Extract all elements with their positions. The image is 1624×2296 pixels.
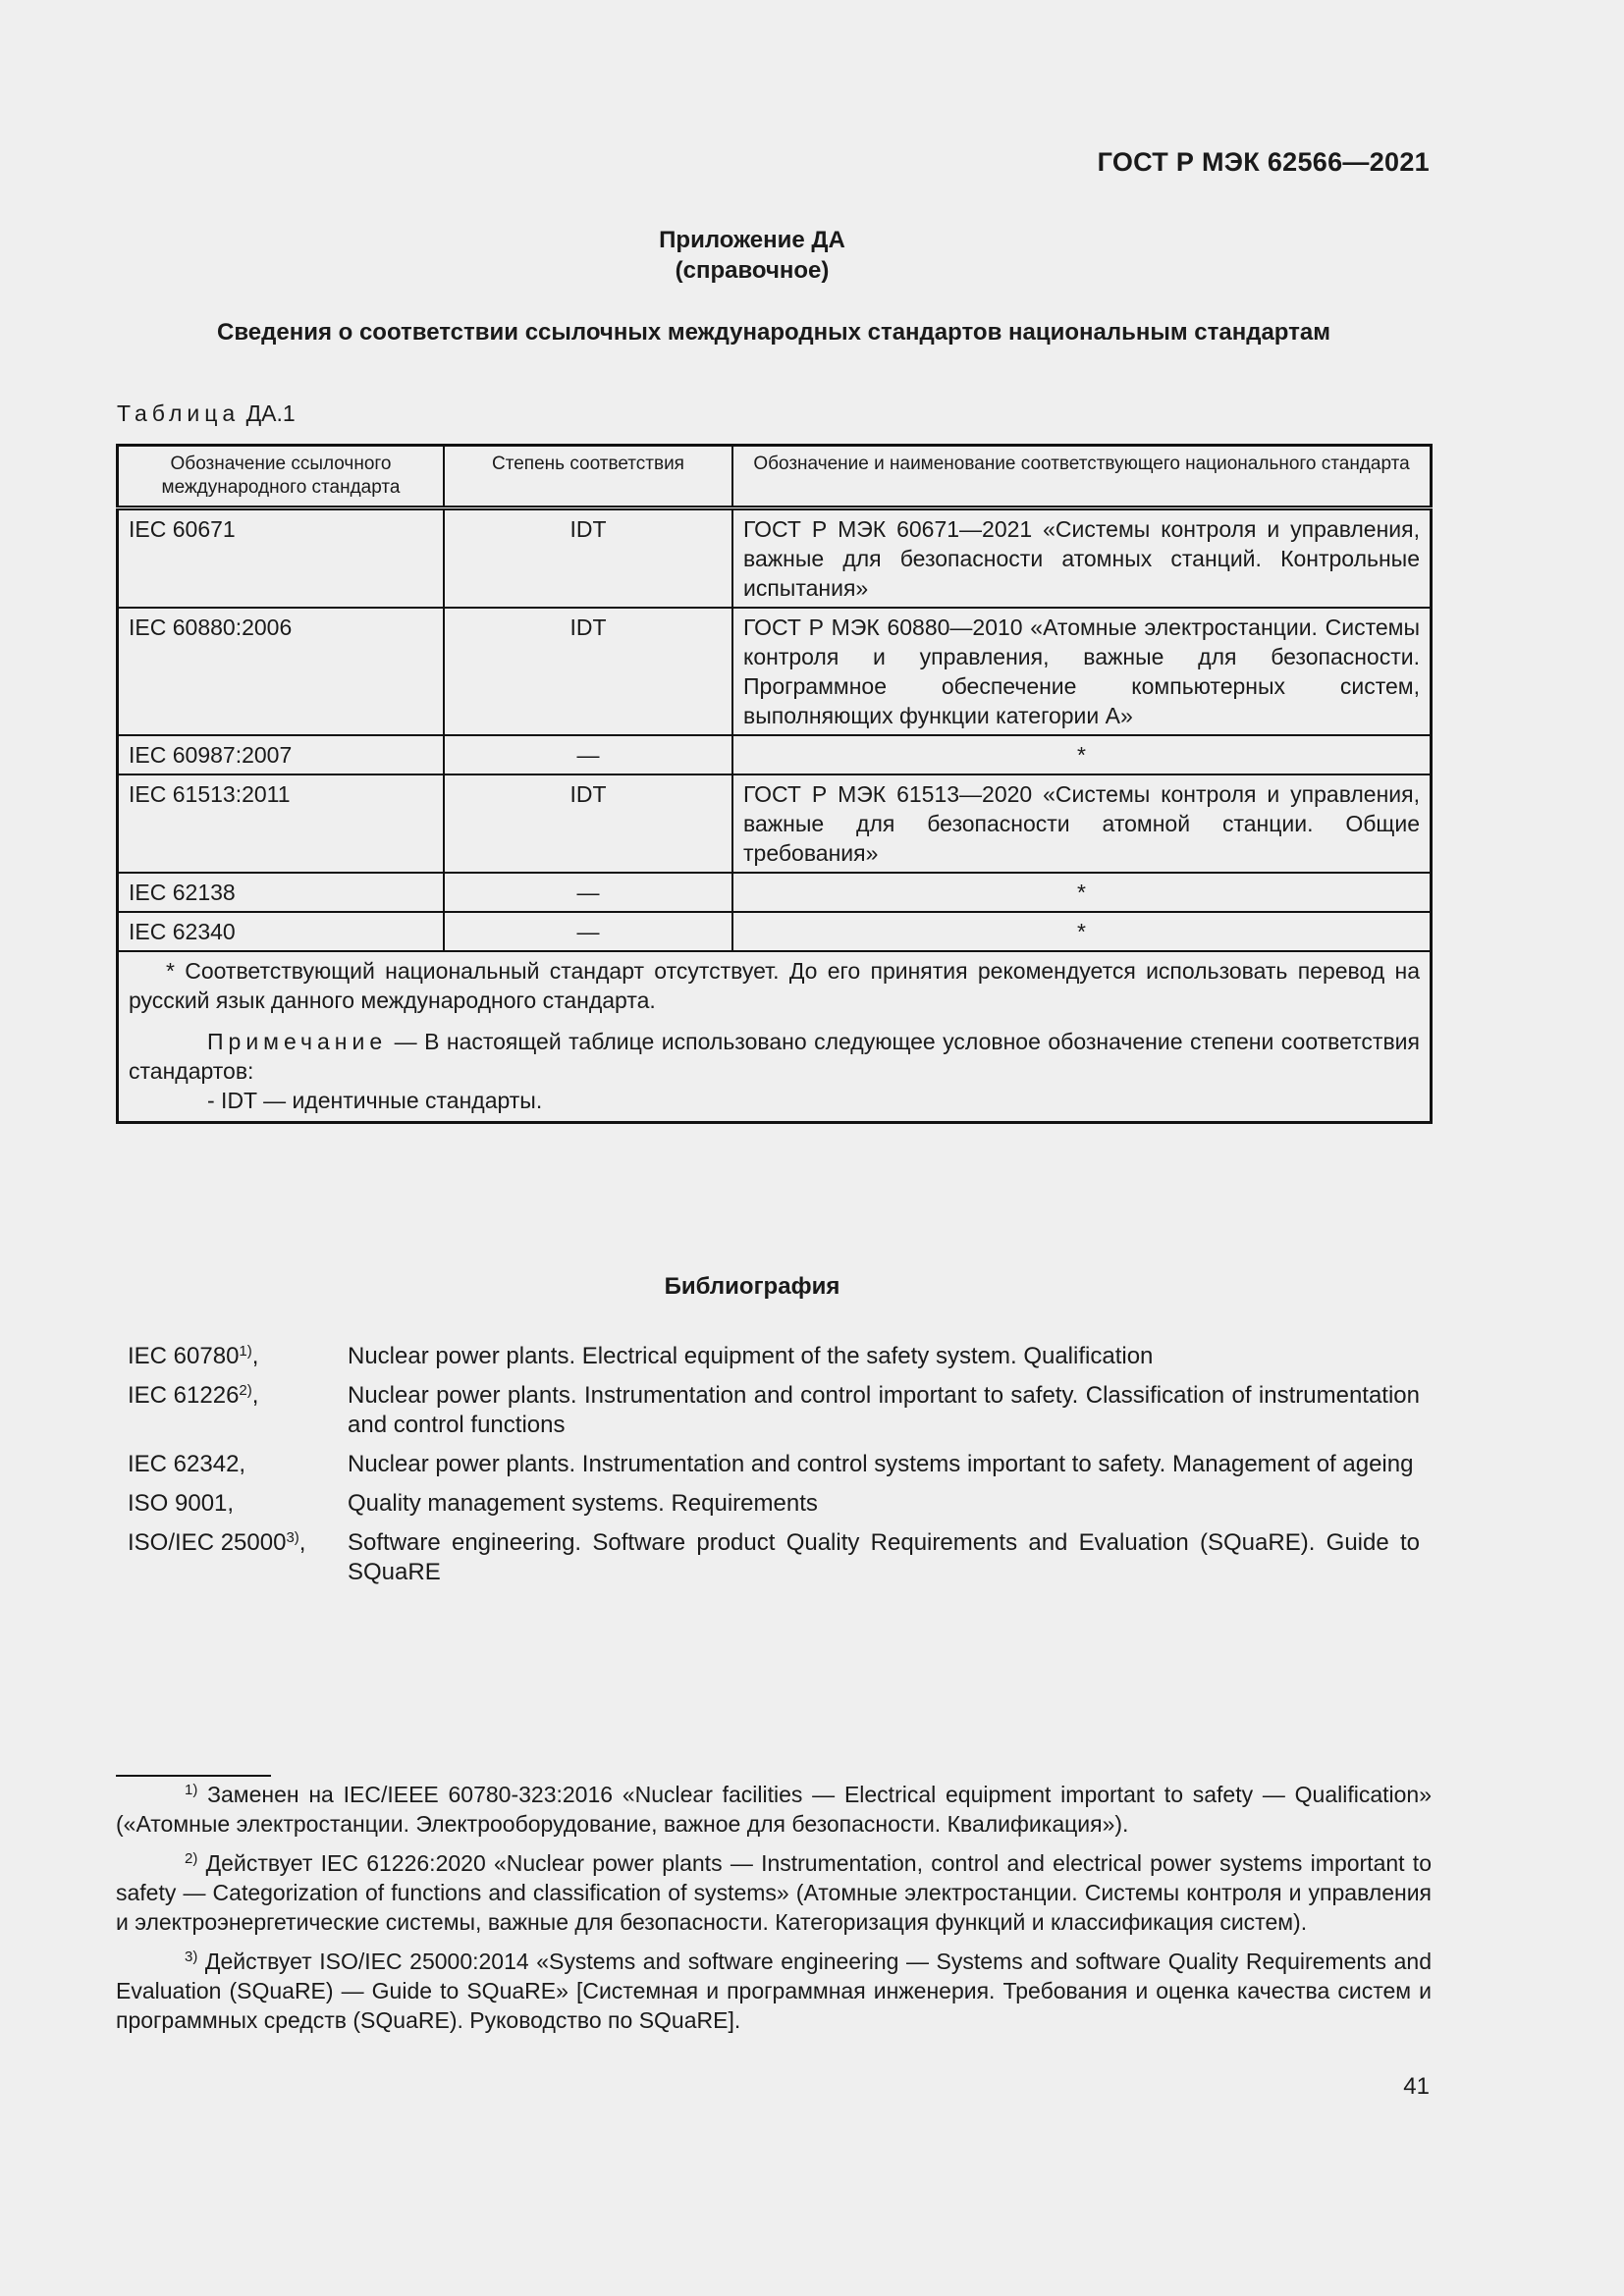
cell-degree: IDT <box>444 608 732 735</box>
footnote-mark: 2) <box>185 1850 198 1867</box>
entry-key <box>128 1450 348 1479</box>
entry-key <box>128 1381 348 1440</box>
footnote <box>116 1848 1432 1937</box>
table-notes <box>118 951 1432 1123</box>
table-row <box>118 873 1432 912</box>
entry-key <box>128 1528 348 1587</box>
entry-key-text: ISO 9001, <box>128 1490 235 1517</box>
note-item: - IDT — идентичные стандарты. <box>207 1088 543 1113</box>
table-row <box>118 608 1432 735</box>
entry-suffix: , <box>251 1343 259 1369</box>
footnote-text: Действует ISO/IEC 25000:2014 «Systems and software engineering — Systems and software Quality Requirements and Evaluation (SQuaRE) — Guide to SQuaRE» [Системная и программная инженерия. Требования и оценка качества систем и программных средств (SQuaRE). Руководство по SQuaRE]. <box>116 1949 1432 2033</box>
bibliography-title: Библиография <box>664 1273 840 1300</box>
bibliography-entry <box>128 1450 1420 1479</box>
cell-national: * <box>732 735 1432 774</box>
footnote <box>116 1780 1432 1839</box>
cell-reference: IEC 61513:2011 <box>118 774 445 873</box>
entry-key-text: IEC 60780 <box>128 1343 240 1369</box>
document-code: ГОСТ Р МЭК 62566—2021 <box>1097 147 1430 177</box>
entry-text: Nuclear power plants. Instrumentation and control important to safety. Classification of instrumentation and control functions <box>348 1382 1420 1438</box>
bibliography-entry <box>128 1342 1420 1371</box>
entry-sup: 3) <box>286 1529 299 1546</box>
entry-sup: 1) <box>239 1343 252 1360</box>
section-title: Сведения о соответствии ссылочных международных стандартов национальным стандартам <box>217 319 1330 346</box>
header-national: Обозначение и наименование соответствующего национального стандарта <box>732 446 1432 508</box>
header-reference: Обозначение ссылочного международного стандарта <box>118 446 445 508</box>
footnote-text: Действует IEC 61226:2020 «Nuclear power plants — Instrumentation, control and electrical power systems important to safety — Categorization of functions and classification of systems» (Атомные электростанции. Системы контроля и управления и электроэнергетические системы, важные для безопасности. Категоризация функций и классификация систем). <box>116 1850 1432 1935</box>
entry-text: Nuclear power plants. Electrical equipment of the safety system. Qualification <box>348 1343 1154 1369</box>
entry-key <box>128 1342 348 1371</box>
table-header-row <box>118 446 1432 508</box>
entry-key-text: IEC 62342, <box>128 1451 246 1477</box>
entry-key-text: IEC 61226 <box>128 1382 240 1409</box>
footnote-separator <box>116 1775 271 1777</box>
footnote <box>116 1947 1432 2035</box>
footnotes <box>116 1780 1432 2045</box>
cell-degree: — <box>444 873 732 912</box>
note-text: — В настоящей таблице использовано следующее условное обозначение степени соответствия стандартов: <box>129 1029 1420 1084</box>
bibliography-entry <box>128 1528 1420 1587</box>
table-caption-word: Таблица <box>117 400 241 426</box>
entry-text: Software engineering. Software product Quality Requirements and Evaluation (SQuaRE). Guide to SQuaRE <box>348 1529 1420 1585</box>
correspondence-table <box>116 444 1433 1124</box>
footnote-mark: 3) <box>185 1949 198 1965</box>
footnote-mark: 1) <box>185 1782 198 1798</box>
table-row <box>118 912 1432 951</box>
cell-reference: IEC 60671 <box>118 508 445 609</box>
page-number: 41 <box>1403 2073 1430 2100</box>
footnote-text: Заменен на IEC/IEEE 60780-323:2016 «Nuclear facilities — Electrical equipment important to safety — Qualification» («Атомные электростанции. Электрооборудование, важное для безопасности. Квалификация»). <box>116 1782 1432 1837</box>
cell-national: * <box>732 873 1432 912</box>
entry-key <box>128 1489 348 1519</box>
table-row <box>118 774 1432 873</box>
table-row <box>118 508 1432 609</box>
cell-national: * <box>732 912 1432 951</box>
cell-national: ГОСТ Р МЭК 60671—2021 «Системы контроля и управления, важные для безопасности атомных станций. Контрольные испытания» <box>732 508 1432 609</box>
cell-reference: IEC 60880:2006 <box>118 608 445 735</box>
header-degree: Степень соответствия <box>444 446 732 508</box>
bibliography-entry <box>128 1489 1420 1519</box>
table-caption-number: ДА.1 <box>245 400 296 426</box>
cell-degree: — <box>444 912 732 951</box>
entry-sup: 2) <box>239 1382 252 1399</box>
cell-national: ГОСТ Р МЭК 61513—2020 «Системы контроля и управления, важные для безопасности атомной станции. Общие требования» <box>732 774 1432 873</box>
table-notes-row <box>118 951 1432 1123</box>
note-label: Примечание <box>207 1029 388 1054</box>
appendix-subtitle: (справочное) <box>675 257 830 284</box>
cell-degree: IDT <box>444 774 732 873</box>
entry-suffix: , <box>251 1382 259 1409</box>
appendix-title: Приложение ДА <box>659 227 845 253</box>
cell-reference: IEC 60987:2007 <box>118 735 445 774</box>
cell-reference: IEC 62340 <box>118 912 445 951</box>
entry-text: Nuclear power plants. Instrumentation and control systems important to safety. Management of ageing <box>348 1451 1414 1477</box>
cell-reference: IEC 62138 <box>118 873 445 912</box>
cell-degree: — <box>444 735 732 774</box>
table-row <box>118 735 1432 774</box>
table-note <box>129 1027 1420 1086</box>
star-footnote: * Соответствующий национальный стандарт отсутствует. До его принятия рекомендуется использовать перевод на русский язык данного международного стандарта. <box>129 958 1420 1013</box>
cell-degree: IDT <box>444 508 732 609</box>
entry-key-text: ISO/IEC 25000 <box>128 1529 287 1556</box>
table-caption <box>117 400 296 427</box>
entry-suffix: , <box>298 1529 306 1556</box>
bibliography-list <box>128 1342 1420 1597</box>
bibliography-entry <box>128 1381 1420 1440</box>
cell-national: ГОСТ Р МЭК 60880—2010 «Атомные электростанции. Системы контроля и управления, важные для безопасности. Программное обеспечение компьютерных систем, выполняющих функции категории А» <box>732 608 1432 735</box>
entry-text: Quality management systems. Requirements <box>348 1490 818 1517</box>
